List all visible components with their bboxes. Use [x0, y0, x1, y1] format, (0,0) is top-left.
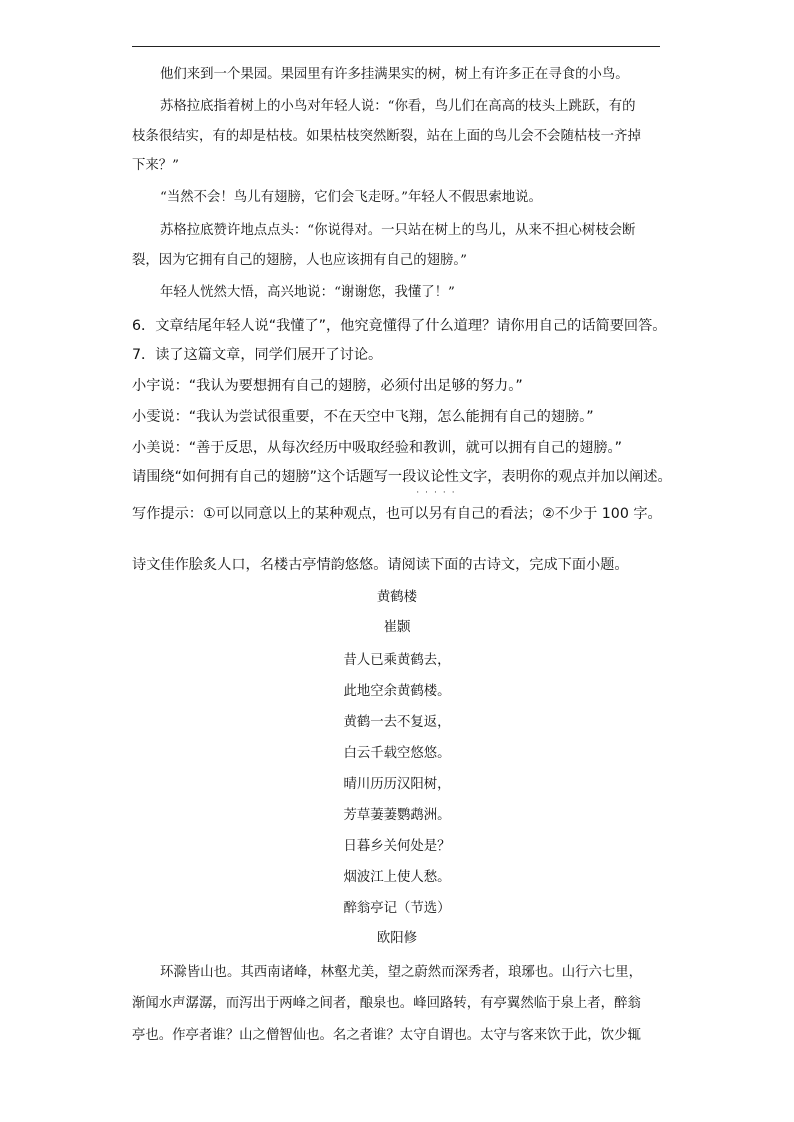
story-paragraph-5: 年轻人恍然大悟，高兴地说：“谢谢您，我懂了！”: [160, 285, 455, 300]
writing-task-part-b: ，表明你的观点并加以阐述。: [487, 469, 672, 485]
emphasized-phrase-text: 议论性文字: [416, 469, 488, 485]
xiaomei-statement: 小美说：“善于反思，从每次经历中吸取经验和教训，就可以拥有自己的翅膀。”: [132, 440, 622, 456]
poem-line: 白云千载空悠悠。: [343, 746, 451, 761]
xiaowen-statement: 小雯说：“我认为尝试很重要，不在天空中飞翔，怎么能拥有自己的翅膀。”: [132, 409, 594, 425]
story-paragraph-2-line-2: 枝条很结实，有的却是枯枝。如果枯枝突然断裂，站在上面的鸟儿会不会随枯枝一齐掉: [132, 129, 641, 144]
poem-line: 日暮乡关何处是？: [343, 839, 451, 854]
writing-task-part-a: 请围绕“如何拥有自己的翅膀”这个话题写一段: [132, 469, 417, 485]
poem-line: 昔人已乘黄鹤去，: [343, 653, 451, 668]
story-paragraph-2-line-1: 苏格拉底指着树上的小鸟对年轻人说：“你看，鸟儿们在高高的枝头上跳跃，有的: [160, 99, 636, 114]
poem-author: 崔颢: [383, 620, 411, 635]
prose-line-3: 亭也。作亭者谁？山之僧智仙也。名之者谁？太守自谓也。太守与客来饮于此，饮少辄: [132, 1028, 641, 1043]
writing-task: [132, 468, 672, 498]
poem-line: 晴川历历汉阳树，: [343, 777, 451, 792]
emphasis-dots: ·····: [416, 488, 461, 498]
poem-line: 此地空余黄鹤楼。: [343, 684, 451, 699]
poem-line: 芳草萋萋鹦鹉洲。: [343, 808, 451, 823]
story-paragraph-1: 他们来到一个果园。果园里有许多挂满果实的树，树上有许多正在寻食的小鸟。: [160, 67, 629, 82]
prose-author: 欧阳修: [376, 931, 418, 946]
poem-line: 烟波江上使人愁。: [343, 870, 451, 885]
top-rule: [132, 46, 660, 47]
emphasized-phrase: [416, 469, 488, 498]
story-paragraph-2-line-3: 下来？”: [132, 158, 180, 173]
prose-line-2: 渐闻水声潺潺，而泻出于两峰之间者，酿泉也。峰回路转，有亭翼然临于泉上者，醉翁: [132, 996, 641, 1011]
story-paragraph-3: “当然不会！鸟儿有翅膀，它们会飞走呀。”年轻人不假思索地说。: [160, 190, 542, 205]
story-paragraph-4-line-1: 苏格拉底赞许地点点头：“你说得对。一只站在树上的鸟儿，从来不担心树枝会断: [160, 223, 636, 238]
question-6: 6．文章结尾年轻人说“我懂了”，他究竟懂得了什么道理？请你用自己的话简要回答。: [132, 318, 667, 334]
prose-title: 醉翁亭记（节选）: [343, 901, 451, 916]
question-7: 7．读了这篇文章，同学们展开了讨论。: [132, 347, 383, 363]
story-paragraph-4-line-2: 裂，因为它拥有自己的翅膀，人也应该拥有自己的翅膀。”: [132, 253, 467, 268]
writing-hint: 写作提示：①可以同意以上的某种观点，也可以另有自己的看法；②不少于 100 字。: [132, 506, 662, 522]
prose-line-1: 环滁皆山也。其西南诸峰，林壑尤美，望之蔚然而深秀者，琅琊也。山行六七里，: [160, 965, 643, 980]
poetry-intro: 诗文佳作脍炙人口，名楼古亭情韵悠悠。请阅读下面的古诗文，完成下面小题。: [132, 557, 629, 573]
poem-line: 黄鹤一去不复返，: [343, 715, 451, 730]
xiaoyu-statement: 小宇说：“我认为要想拥有自己的翅膀，必须付出足够的努力。”: [132, 378, 523, 394]
poem-title: 黄鹤楼: [376, 590, 418, 605]
